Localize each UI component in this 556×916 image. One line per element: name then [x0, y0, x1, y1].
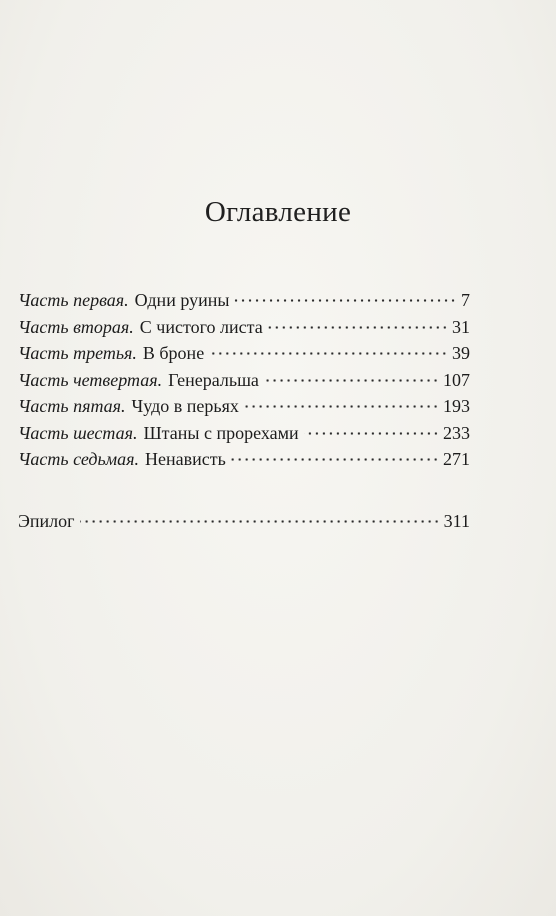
toc-entry-part-5: [18, 396, 470, 423]
toc-page-number: 311: [443, 510, 470, 531]
toc-part-label: Часть вторая.: [18, 316, 134, 337]
toc-chapter-name: Одни руины: [134, 290, 230, 310]
toc-page-number: 271: [443, 449, 470, 469]
toc-page-number: 107: [443, 369, 470, 390]
toc-chapter-name: Генеральша: [168, 369, 259, 390]
toc-page-number: 193: [443, 396, 470, 416]
toc-chapter-name: Эпилог: [18, 510, 75, 531]
toc-part-label: Часть шестая.: [18, 422, 138, 443]
toc-leader-dots: [304, 432, 439, 435]
toc-entry-part-1: [18, 290, 470, 317]
toc-chapter-name: Ненависть: [145, 449, 226, 469]
toc-entry-part-7: [18, 449, 470, 476]
toc-chapter-name: Чудо в перьях: [131, 396, 239, 416]
toc-leader-dots: [209, 352, 448, 355]
toc-part-label: Часть пятая.: [18, 396, 126, 416]
page-title: Оглавление: [204, 196, 352, 228]
toc-part-label: Часть первая.: [18, 290, 129, 310]
toc-part-label: Часть четвертая.: [18, 369, 163, 390]
toc-chapter-name: Штаны с прорехами: [143, 422, 299, 443]
table-of-contents: [18, 290, 470, 537]
toc-part-label: Часть седьмая.: [18, 449, 140, 469]
toc-leader-dots: [264, 379, 439, 382]
toc-leader-dots: [244, 405, 439, 408]
toc-leader-dots: [231, 458, 439, 461]
toc-entry-part-3: [18, 343, 470, 370]
toc-entry-part-6: [18, 423, 470, 450]
toc-leader-dots: [234, 299, 457, 302]
toc-entry-part-2: [18, 317, 470, 344]
toc-page-number: 39: [452, 343, 470, 363]
toc-part-label: Часть третья.: [18, 343, 137, 363]
toc-leader-dots: [80, 520, 440, 523]
toc-page-number: 7: [461, 290, 470, 310]
toc-chapter-name: С чистого листа: [139, 316, 263, 337]
toc-page-number: 31: [452, 316, 470, 337]
toc-page-number: 233: [443, 422, 470, 443]
toc-leader-dots: [268, 326, 448, 329]
toc-entry-part-4: [18, 370, 470, 397]
toc-chapter-name: В броне: [142, 343, 205, 363]
toc-entry-epilogue: [18, 511, 470, 538]
